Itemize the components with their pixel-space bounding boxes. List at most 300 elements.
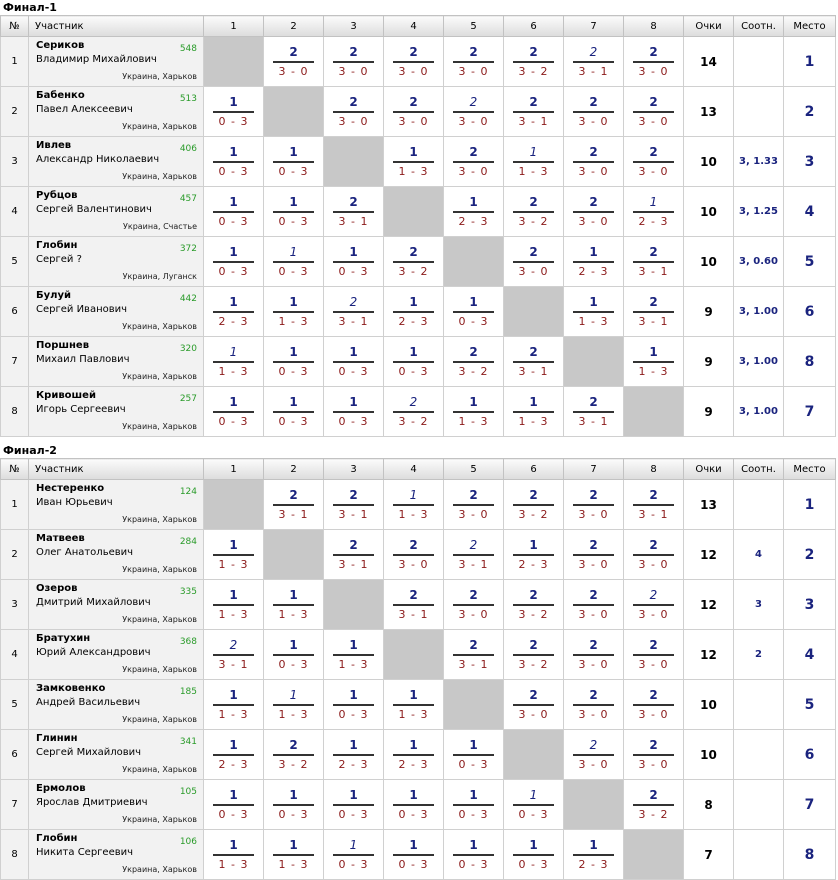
match-score: 1 - 3 xyxy=(398,164,429,178)
table-row xyxy=(1,337,836,387)
match-score: 2 - 3 xyxy=(578,264,609,278)
match-cell[interactable] xyxy=(384,680,444,730)
match-score: 2 - 3 xyxy=(338,757,369,771)
match-cell[interactable] xyxy=(384,87,444,137)
match-cell[interactable] xyxy=(444,830,504,880)
match-cell[interactable] xyxy=(444,730,504,780)
header-opponent-col: 7 xyxy=(564,16,624,37)
match-cell[interactable] xyxy=(444,37,504,87)
match-cell[interactable] xyxy=(204,730,264,780)
match-cell[interactable] xyxy=(264,37,324,87)
match-score: 0 - 3 xyxy=(278,264,309,278)
player-location: Украина, Харьков xyxy=(122,122,197,131)
match-points: 2 xyxy=(393,96,434,113)
match-points: 1 xyxy=(333,839,374,856)
match-score: 3 - 0 xyxy=(578,707,609,721)
row-number: 8 xyxy=(1,830,29,880)
player-surname-link[interactable]: Глобин xyxy=(36,833,78,844)
player-surname-link[interactable]: Ивлев xyxy=(36,140,72,151)
final-place: 7 xyxy=(784,387,836,437)
player-surname-link[interactable]: Братухин xyxy=(36,633,91,644)
match-cell[interactable] xyxy=(504,87,564,137)
match-cell[interactable] xyxy=(564,630,624,680)
match-cell[interactable] xyxy=(204,237,264,287)
match-points: 2 xyxy=(573,489,614,506)
match-points: 1 xyxy=(273,589,314,606)
player-surname-link[interactable]: Булуй xyxy=(36,290,71,301)
player-location: Украина, Харьков xyxy=(122,422,197,431)
match-points: 1 xyxy=(273,839,314,856)
match-cell[interactable] xyxy=(564,730,624,780)
match-cell[interactable] xyxy=(264,137,324,187)
match-score: 3 - 0 xyxy=(638,164,669,178)
match-cell[interactable] xyxy=(384,480,444,530)
match-points: 1 xyxy=(393,146,434,163)
match-score: 1 - 3 xyxy=(218,364,249,378)
match-cell[interactable] xyxy=(324,730,384,780)
match-cell[interactable] xyxy=(564,580,624,630)
final-place: 7 xyxy=(784,780,836,830)
match-cell[interactable] xyxy=(564,680,624,730)
match-cell[interactable] xyxy=(504,580,564,630)
match-cell[interactable] xyxy=(564,237,624,287)
match-cell[interactable] xyxy=(324,287,384,337)
total-points: 7 xyxy=(684,830,734,880)
match-score: 3 - 0 xyxy=(578,507,609,521)
match-cell[interactable] xyxy=(564,287,624,337)
match-cell[interactable] xyxy=(204,680,264,730)
match-cell[interactable] xyxy=(444,630,504,680)
table-row xyxy=(1,730,836,780)
match-cell[interactable] xyxy=(624,87,684,137)
self-cell xyxy=(324,580,384,630)
player-surname-link[interactable]: Нестеренко xyxy=(36,483,105,494)
match-cell[interactable] xyxy=(204,87,264,137)
match-cell[interactable] xyxy=(384,337,444,387)
final-place: 1 xyxy=(784,37,836,87)
match-cell[interactable] xyxy=(624,780,684,830)
total-points: 13 xyxy=(684,480,734,530)
match-cell[interactable] xyxy=(504,480,564,530)
match-cell[interactable] xyxy=(384,830,444,880)
match-cell[interactable] xyxy=(384,137,444,187)
final-place: 6 xyxy=(784,730,836,780)
tiebreak-ratio xyxy=(734,480,784,530)
match-points: 1 xyxy=(273,396,314,413)
player-location: Украина, Харьков xyxy=(122,322,197,331)
match-cell[interactable] xyxy=(264,780,324,830)
match-cell[interactable] xyxy=(444,387,504,437)
tiebreak-ratio: 3, 1.00 xyxy=(734,337,784,387)
tiebreak-ratio: 3, 1.00 xyxy=(734,287,784,337)
player-cell xyxy=(29,480,204,530)
match-points: 1 xyxy=(213,689,254,706)
match-cell[interactable] xyxy=(624,630,684,680)
final-place: 8 xyxy=(784,337,836,387)
player-rating: 185 xyxy=(179,687,197,697)
row-number: 2 xyxy=(1,530,29,580)
match-score: 0 - 3 xyxy=(398,857,429,871)
table-row xyxy=(1,87,836,137)
match-points: 2 xyxy=(513,639,554,656)
player-rating: 284 xyxy=(179,537,197,547)
match-points: 2 xyxy=(513,589,554,606)
match-cell[interactable] xyxy=(204,287,264,337)
match-points: 2 xyxy=(453,46,494,63)
self-cell xyxy=(264,530,324,580)
match-cell[interactable] xyxy=(264,237,324,287)
player-surname-link[interactable]: Бабенко xyxy=(36,90,85,101)
match-cell[interactable] xyxy=(504,187,564,237)
player-location: Украина, Харьков xyxy=(122,615,197,624)
match-cell[interactable] xyxy=(564,87,624,137)
match-cell[interactable] xyxy=(624,730,684,780)
match-points: 1 xyxy=(273,346,314,363)
match-cell[interactable] xyxy=(564,187,624,237)
match-points: 1 xyxy=(333,689,374,706)
match-cell[interactable] xyxy=(264,730,324,780)
player-given-name: Юрий Александрович xyxy=(36,647,151,658)
match-points: 1 xyxy=(213,246,254,263)
match-cell[interactable] xyxy=(384,387,444,437)
match-score: 3 - 0 xyxy=(578,214,609,228)
match-score: 1 - 3 xyxy=(458,414,489,428)
match-points: 1 xyxy=(573,246,614,263)
self-cell xyxy=(384,630,444,680)
match-cell[interactable] xyxy=(264,630,324,680)
match-points: 2 xyxy=(393,539,434,556)
header-row xyxy=(1,459,836,480)
match-points: 1 xyxy=(333,739,374,756)
self-cell xyxy=(204,37,264,87)
row-number: 3 xyxy=(1,137,29,187)
match-score: 0 - 3 xyxy=(338,707,369,721)
player-cell xyxy=(29,780,204,830)
match-cell[interactable] xyxy=(384,730,444,780)
match-points: 2 xyxy=(453,639,494,656)
match-cell[interactable] xyxy=(264,287,324,337)
match-score: 0 - 3 xyxy=(278,807,309,821)
match-cell[interactable] xyxy=(504,337,564,387)
match-points: 2 xyxy=(633,46,674,63)
match-cell[interactable] xyxy=(444,780,504,830)
player-location: Украина, Харьков xyxy=(122,715,197,724)
match-points: 1 xyxy=(213,96,254,113)
player-location: Украина, Харьков xyxy=(122,72,197,81)
match-points: 2 xyxy=(333,196,374,213)
match-cell[interactable] xyxy=(504,630,564,680)
match-cell[interactable] xyxy=(504,680,564,730)
match-points: 1 xyxy=(213,739,254,756)
player-surname-link[interactable]: Сериков xyxy=(36,40,85,51)
match-cell[interactable] xyxy=(324,680,384,730)
player-location: Украина, Харьков xyxy=(122,665,197,674)
match-cell[interactable] xyxy=(624,137,684,187)
match-cell[interactable] xyxy=(444,580,504,630)
player-given-name: Андрей Васильевич xyxy=(36,697,141,708)
match-points: 2 xyxy=(513,246,554,263)
match-cell[interactable] xyxy=(384,287,444,337)
final-place: 2 xyxy=(784,87,836,137)
match-cell[interactable] xyxy=(504,387,564,437)
match-cell[interactable] xyxy=(324,237,384,287)
match-points: 1 xyxy=(393,296,434,313)
match-cell[interactable] xyxy=(624,187,684,237)
final-place: 5 xyxy=(784,680,836,730)
match-cell[interactable] xyxy=(324,387,384,437)
header-opponent-col: 4 xyxy=(384,16,444,37)
player-rating: 335 xyxy=(179,587,197,597)
player-surname-link[interactable]: Матвеев xyxy=(36,533,85,544)
match-cell[interactable] xyxy=(624,337,684,387)
match-score: 3 - 2 xyxy=(518,657,549,671)
match-points: 1 xyxy=(213,146,254,163)
player-surname-link[interactable]: Замковенко xyxy=(36,683,106,694)
match-points: 1 xyxy=(453,396,494,413)
match-cell[interactable] xyxy=(624,680,684,730)
match-cell[interactable] xyxy=(564,387,624,437)
match-points: 1 xyxy=(273,196,314,213)
match-points: 2 xyxy=(633,146,674,163)
match-score: 3 - 1 xyxy=(578,64,609,78)
match-points: 2 xyxy=(633,589,674,606)
match-cell[interactable] xyxy=(384,237,444,287)
header-opponent-col: 2 xyxy=(264,16,324,37)
player-location: Украина, Харьков xyxy=(122,515,197,524)
player-location: Украина, Харьков xyxy=(122,815,197,824)
row-number: 3 xyxy=(1,580,29,630)
header-opponent-col: 8 xyxy=(624,459,684,480)
final-place: 2 xyxy=(784,530,836,580)
match-cell[interactable] xyxy=(384,780,444,830)
match-cell[interactable] xyxy=(564,480,624,530)
player-surname-link[interactable]: Глобин xyxy=(36,240,78,251)
table-row xyxy=(1,37,836,87)
match-cell[interactable] xyxy=(264,387,324,437)
player-location: Украина, Харьков xyxy=(122,565,197,574)
player-given-name: Сергей ? xyxy=(36,254,82,265)
match-cell[interactable] xyxy=(264,337,324,387)
match-cell[interactable] xyxy=(264,830,324,880)
match-score: 1 - 3 xyxy=(578,314,609,328)
match-cell[interactable] xyxy=(324,530,384,580)
match-cell[interactable] xyxy=(504,37,564,87)
match-cell[interactable] xyxy=(324,37,384,87)
match-points: 2 xyxy=(453,346,494,363)
match-score: 0 - 3 xyxy=(218,164,249,178)
match-score: 1 - 3 xyxy=(218,557,249,571)
player-cell xyxy=(29,830,204,880)
match-score: 3 - 1 xyxy=(458,557,489,571)
match-score: 3 - 2 xyxy=(398,414,429,428)
match-score: 3 - 1 xyxy=(638,314,669,328)
match-cell[interactable] xyxy=(324,480,384,530)
match-score: 0 - 3 xyxy=(278,657,309,671)
total-points: 10 xyxy=(684,680,734,730)
match-cell[interactable] xyxy=(264,580,324,630)
match-cell[interactable] xyxy=(264,680,324,730)
match-cell[interactable] xyxy=(264,187,324,237)
self-cell xyxy=(624,830,684,880)
match-score: 0 - 3 xyxy=(398,807,429,821)
match-cell[interactable] xyxy=(624,287,684,337)
match-points: 1 xyxy=(393,689,434,706)
match-cell[interactable] xyxy=(324,87,384,137)
match-cell[interactable] xyxy=(624,237,684,287)
match-cell[interactable] xyxy=(384,580,444,630)
match-points: 1 xyxy=(333,639,374,656)
match-score: 3 - 0 xyxy=(578,557,609,571)
match-points: 2 xyxy=(573,46,614,63)
match-cell[interactable] xyxy=(564,830,624,880)
player-surname-link[interactable]: Глинин xyxy=(36,733,78,744)
match-score: 3 - 2 xyxy=(518,607,549,621)
match-cell[interactable] xyxy=(504,830,564,880)
table-row xyxy=(1,530,836,580)
header-opponent-col: 3 xyxy=(324,16,384,37)
match-cell[interactable] xyxy=(264,480,324,530)
match-cell[interactable] xyxy=(504,237,564,287)
match-score: 3 - 0 xyxy=(458,507,489,521)
table-row xyxy=(1,480,836,530)
match-points: 2 xyxy=(513,489,554,506)
match-cell[interactable] xyxy=(504,530,564,580)
match-points: 1 xyxy=(513,539,554,556)
match-cell[interactable] xyxy=(504,137,564,187)
match-score: 3 - 2 xyxy=(638,807,669,821)
match-cell[interactable] xyxy=(624,480,684,530)
match-cell[interactable] xyxy=(444,137,504,187)
header-opponent-col: 8 xyxy=(624,16,684,37)
player-surname-link[interactable]: Рубцов xyxy=(36,190,78,201)
header-opponent-col: 5 xyxy=(444,459,504,480)
match-cell[interactable] xyxy=(624,37,684,87)
match-score: 3 - 1 xyxy=(518,114,549,128)
match-points: 2 xyxy=(573,396,614,413)
match-cell[interactable] xyxy=(204,187,264,237)
match-score: 3 - 1 xyxy=(638,507,669,521)
match-cell[interactable] xyxy=(204,337,264,387)
match-cell[interactable] xyxy=(444,530,504,580)
player-location: Украина, Счастье xyxy=(122,222,197,231)
match-score: 0 - 3 xyxy=(218,264,249,278)
match-points: 2 xyxy=(633,539,674,556)
match-cell[interactable] xyxy=(564,37,624,87)
header-ratio: Соотн. xyxy=(734,459,784,480)
match-cell[interactable] xyxy=(324,780,384,830)
header-opponent-col: 5 xyxy=(444,16,504,37)
match-cell[interactable] xyxy=(444,337,504,387)
match-cell[interactable] xyxy=(384,37,444,87)
match-score: 0 - 3 xyxy=(338,364,369,378)
match-cell[interactable] xyxy=(204,530,264,580)
match-score: 1 - 3 xyxy=(218,857,249,871)
match-score: 1 - 3 xyxy=(518,414,549,428)
player-rating: 320 xyxy=(179,344,197,354)
match-points: 1 xyxy=(513,839,554,856)
total-points: 10 xyxy=(684,237,734,287)
match-score: 3 - 1 xyxy=(398,607,429,621)
table-row xyxy=(1,237,836,287)
match-cell[interactable] xyxy=(204,630,264,680)
match-cell[interactable] xyxy=(204,387,264,437)
match-score: 1 - 3 xyxy=(278,314,309,328)
match-cell[interactable] xyxy=(204,780,264,830)
player-rating: 457 xyxy=(179,194,197,204)
match-score: 2 - 3 xyxy=(638,214,669,228)
player-cell xyxy=(29,530,204,580)
match-cell[interactable] xyxy=(204,137,264,187)
match-points: 2 xyxy=(573,196,614,213)
player-location: Украина, Харьков xyxy=(122,372,197,381)
match-cell[interactable] xyxy=(564,530,624,580)
match-points: 2 xyxy=(513,96,554,113)
match-points: 1 xyxy=(213,789,254,806)
row-number: 5 xyxy=(1,680,29,730)
header-player: Участник xyxy=(29,459,204,480)
match-cell[interactable] xyxy=(624,530,684,580)
total-points: 14 xyxy=(684,37,734,87)
match-cell[interactable] xyxy=(444,187,504,237)
player-rating: 548 xyxy=(179,44,197,54)
match-score: 3 - 0 xyxy=(578,757,609,771)
match-points: 2 xyxy=(513,46,554,63)
header-opponent-col: 6 xyxy=(504,459,564,480)
match-cell[interactable] xyxy=(324,187,384,237)
match-score: 3 - 0 xyxy=(458,164,489,178)
match-cell[interactable] xyxy=(324,337,384,387)
player-surname-link[interactable]: Кривошей xyxy=(36,390,96,401)
player-surname-link[interactable]: Озеров xyxy=(36,583,78,594)
match-cell[interactable] xyxy=(444,87,504,137)
match-cell[interactable] xyxy=(324,630,384,680)
match-points: 1 xyxy=(273,146,314,163)
match-cell[interactable] xyxy=(384,530,444,580)
match-score: 3 - 2 xyxy=(278,757,309,771)
total-points: 10 xyxy=(684,187,734,237)
header-place: Место xyxy=(784,459,836,480)
player-surname-link[interactable]: Поршнев xyxy=(36,340,90,351)
match-points: 1 xyxy=(393,739,434,756)
match-cell[interactable] xyxy=(624,580,684,630)
match-cell[interactable] xyxy=(444,287,504,337)
total-points: 9 xyxy=(684,387,734,437)
tiebreak-ratio xyxy=(734,780,784,830)
player-surname-link[interactable]: Ермолов xyxy=(36,783,86,794)
match-score: 3 - 2 xyxy=(518,64,549,78)
table-row xyxy=(1,630,836,680)
match-points: 1 xyxy=(393,346,434,363)
total-points: 12 xyxy=(684,530,734,580)
match-cell[interactable] xyxy=(444,480,504,530)
match-points: 2 xyxy=(333,489,374,506)
match-cell[interactable] xyxy=(204,830,264,880)
player-rating: 442 xyxy=(179,294,197,304)
match-points: 2 xyxy=(453,96,494,113)
row-number: 6 xyxy=(1,287,29,337)
match-cell[interactable] xyxy=(564,137,624,187)
self-cell xyxy=(324,137,384,187)
player-rating: 406 xyxy=(179,144,197,154)
table-row xyxy=(1,287,836,337)
self-cell xyxy=(564,337,624,387)
match-score: 0 - 3 xyxy=(278,414,309,428)
match-score: 2 - 3 xyxy=(458,214,489,228)
player-cell xyxy=(29,237,204,287)
match-cell[interactable] xyxy=(204,580,264,630)
match-cell[interactable] xyxy=(504,780,564,830)
match-cell[interactable] xyxy=(324,830,384,880)
